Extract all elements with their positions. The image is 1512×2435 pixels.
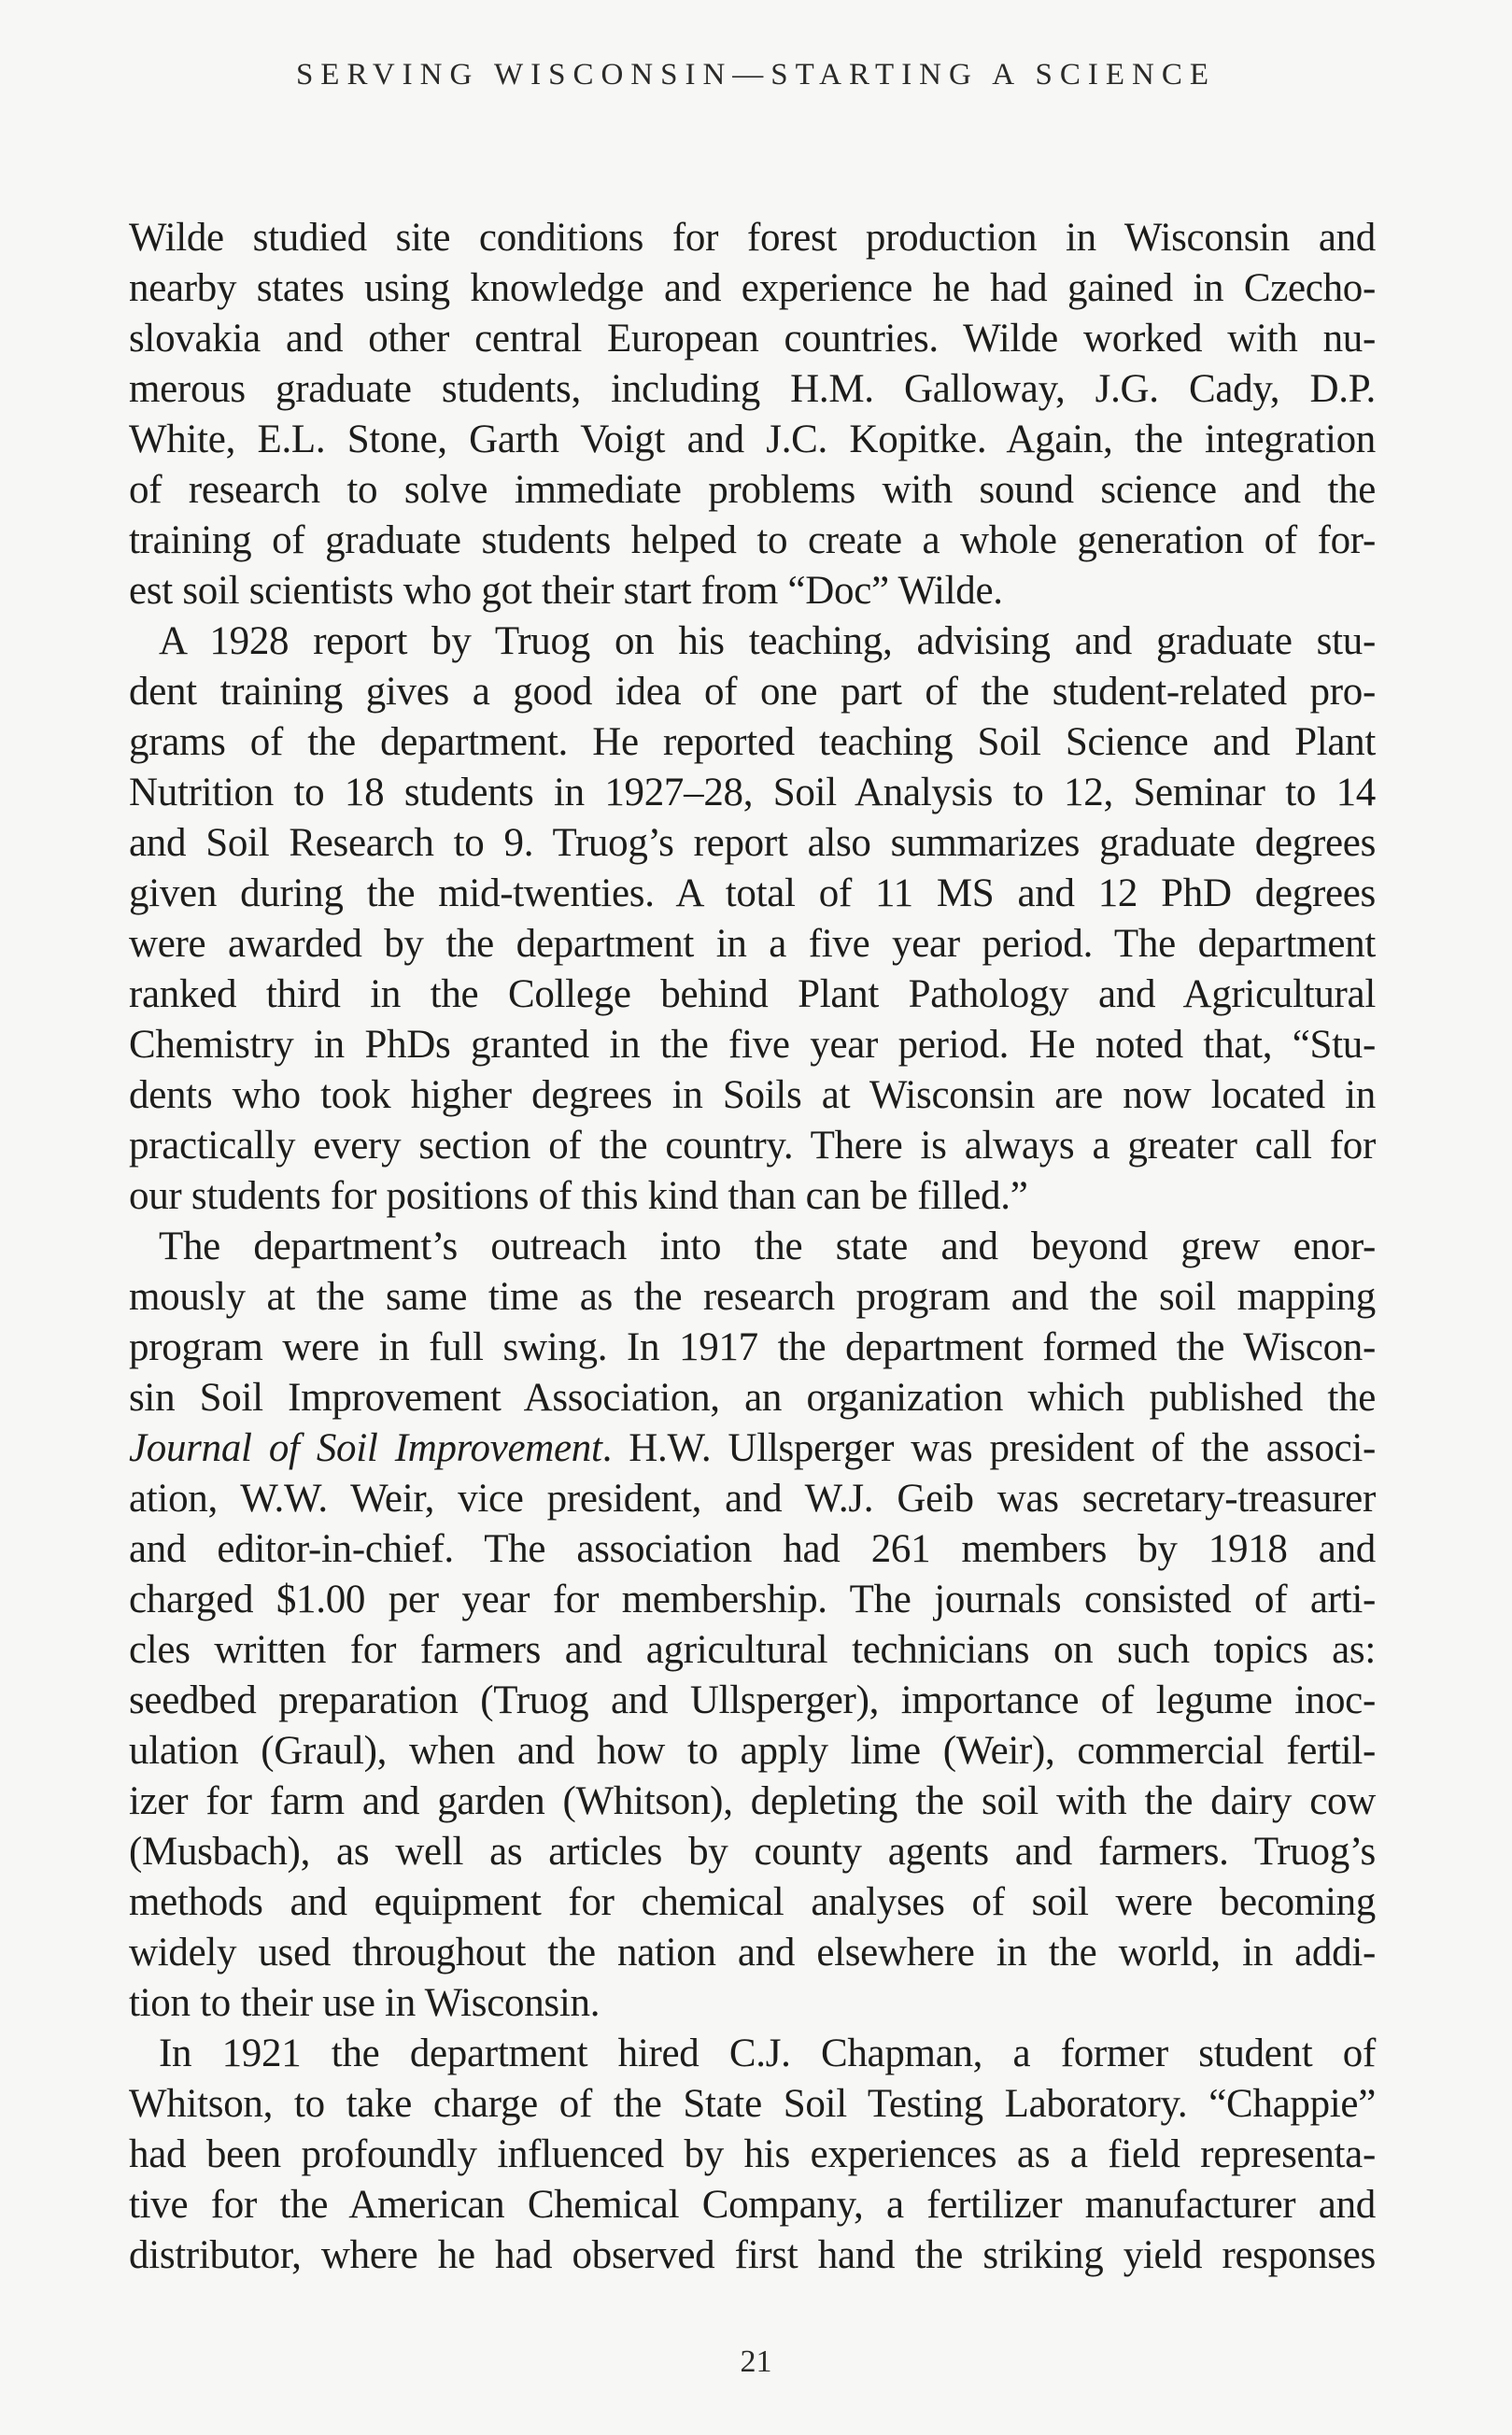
text-run: . H.W. Ullsperger was president of the associ- [601, 1426, 1377, 1470]
text-line: merous graduate students, including H.M. Galloway, J.G. Cady, D.P. [129, 367, 1376, 411]
text-line: grams of the department. He reported teaching Soil Science and Plant [129, 720, 1376, 764]
text-line: sin Soil Improvement Association, an organization which published the [129, 1376, 1376, 1420]
text-line: In 1921 the department hired C.J. Chapman, a former student of [159, 2032, 1376, 2075]
text-line: nearby states using knowledge and experience he had gained in Czecho- [129, 266, 1376, 310]
text-line: tive for the American Chemical Company, a fertilizer manufacturer and [129, 2183, 1376, 2227]
text-line: seedbed preparation (Truog and Ullsperger), importance of legume inoc- [129, 1678, 1376, 1722]
text-line: dents who took higher degrees in Soils at Wisconsin are now located in [129, 1073, 1376, 1117]
text-line: and editor-in-chief. The association had 261 members by 1918 and [129, 1527, 1376, 1571]
text-line: distributor, where he had observed first hand the striking yield responses [129, 2233, 1376, 2277]
text-line: ulation (Graul), when and how to apply lime (Weir), commercial fertil- [129, 1729, 1376, 1773]
journal-title: Journal of Soil Improvement [129, 1426, 602, 1470]
page-number: 21 [740, 2344, 772, 2379]
text-line: ation, W.W. Weir, vice president, and W.J. Geib was secretary-treasurer [129, 1477, 1376, 1521]
text-line: had been profoundly influenced by his experiences as a field representa- [129, 2132, 1376, 2176]
text-line: charged $1.00 per year for membership. The journals consisted of arti- [129, 1578, 1376, 1621]
text-line: practically every section of the country. There is always a greater call for [129, 1124, 1376, 1168]
body-text [129, 213, 1376, 2281]
running-head: SERVING WISCONSIN—STARTING A SCIENCE [295, 58, 1217, 92]
text-line: slovakia and other central European countries. Wilde worked with nu- [129, 317, 1376, 361]
text-line: Chemistry in PhDs granted in the five year period. He noted that, “Stu- [129, 1023, 1376, 1067]
text-line: widely used throughout the nation and elsewhere in the world, in addi- [129, 1931, 1376, 1975]
text-line: Wilde studied site conditions for forest production in Wisconsin and [129, 216, 1376, 260]
text-line: training of graduate students helped to create a whole generation of for- [129, 518, 1376, 562]
text-line: and Soil Research to 9. Truog’s report also summarizes graduate degrees [129, 821, 1376, 865]
text-line: (Musbach), as well as articles by county agents and farmers. Truog’s [129, 1830, 1376, 1874]
text-line: izer for farm and garden (Whitson), depleting the soil with the dairy cow [129, 1779, 1376, 1823]
text-line: dent training gives a good idea of one part of the student-related pro- [129, 670, 1376, 714]
text-line: Nutrition to 18 students in 1927–28, Soil Analysis to 12, Seminar to 14 [129, 771, 1376, 814]
text-line: A 1928 report by Truog on his teaching, advising and graduate stu- [159, 619, 1376, 663]
text-line: The department’s outreach into the state and beyond grew enor- [159, 1225, 1376, 1268]
text-line: our students for positions of this kind than can be filled.” [129, 1174, 1028, 1218]
text-line: ranked third in the College behind Plant Pathology and Agricultural [129, 972, 1376, 1016]
text-line: mously at the same time as the research program and the soil mapping [129, 1275, 1376, 1319]
text-line: est soil scientists who got their start from “Doc” Wilde. [129, 569, 1003, 613]
text-line: White, E.L. Stone, Garth Voigt and J.C. Kopitke. Again, the integration [129, 418, 1376, 461]
text-line: methods and equipment for chemical analyses of soil were becoming [129, 1880, 1376, 1924]
text-line: were awarded by the department in a five year period. The department [129, 922, 1376, 966]
text-line: of research to solve immediate problems with sound science and the [129, 468, 1376, 512]
text-line [129, 1423, 1376, 1474]
text-line: cles written for farmers and agricultural technicians on such topics as: [129, 1628, 1376, 1672]
text-line: given during the mid-twenties. A total of 11 MS and 12 PhD degrees [129, 871, 1376, 915]
text-line: program were in full swing. In 1917 the department formed the Wiscon- [129, 1325, 1376, 1369]
paragraph-outreach [129, 1222, 1376, 2029]
paragraph-truog-report [129, 616, 1376, 1222]
text-line: Whitson, to take charge of the State Soil Testing Laboratory. “Chappie” [129, 2082, 1376, 2126]
paragraph-wilde [129, 213, 1376, 616]
paragraph-chapman [129, 2029, 1376, 2281]
text-line: tion to their use in Wisconsin. [129, 1981, 601, 2025]
